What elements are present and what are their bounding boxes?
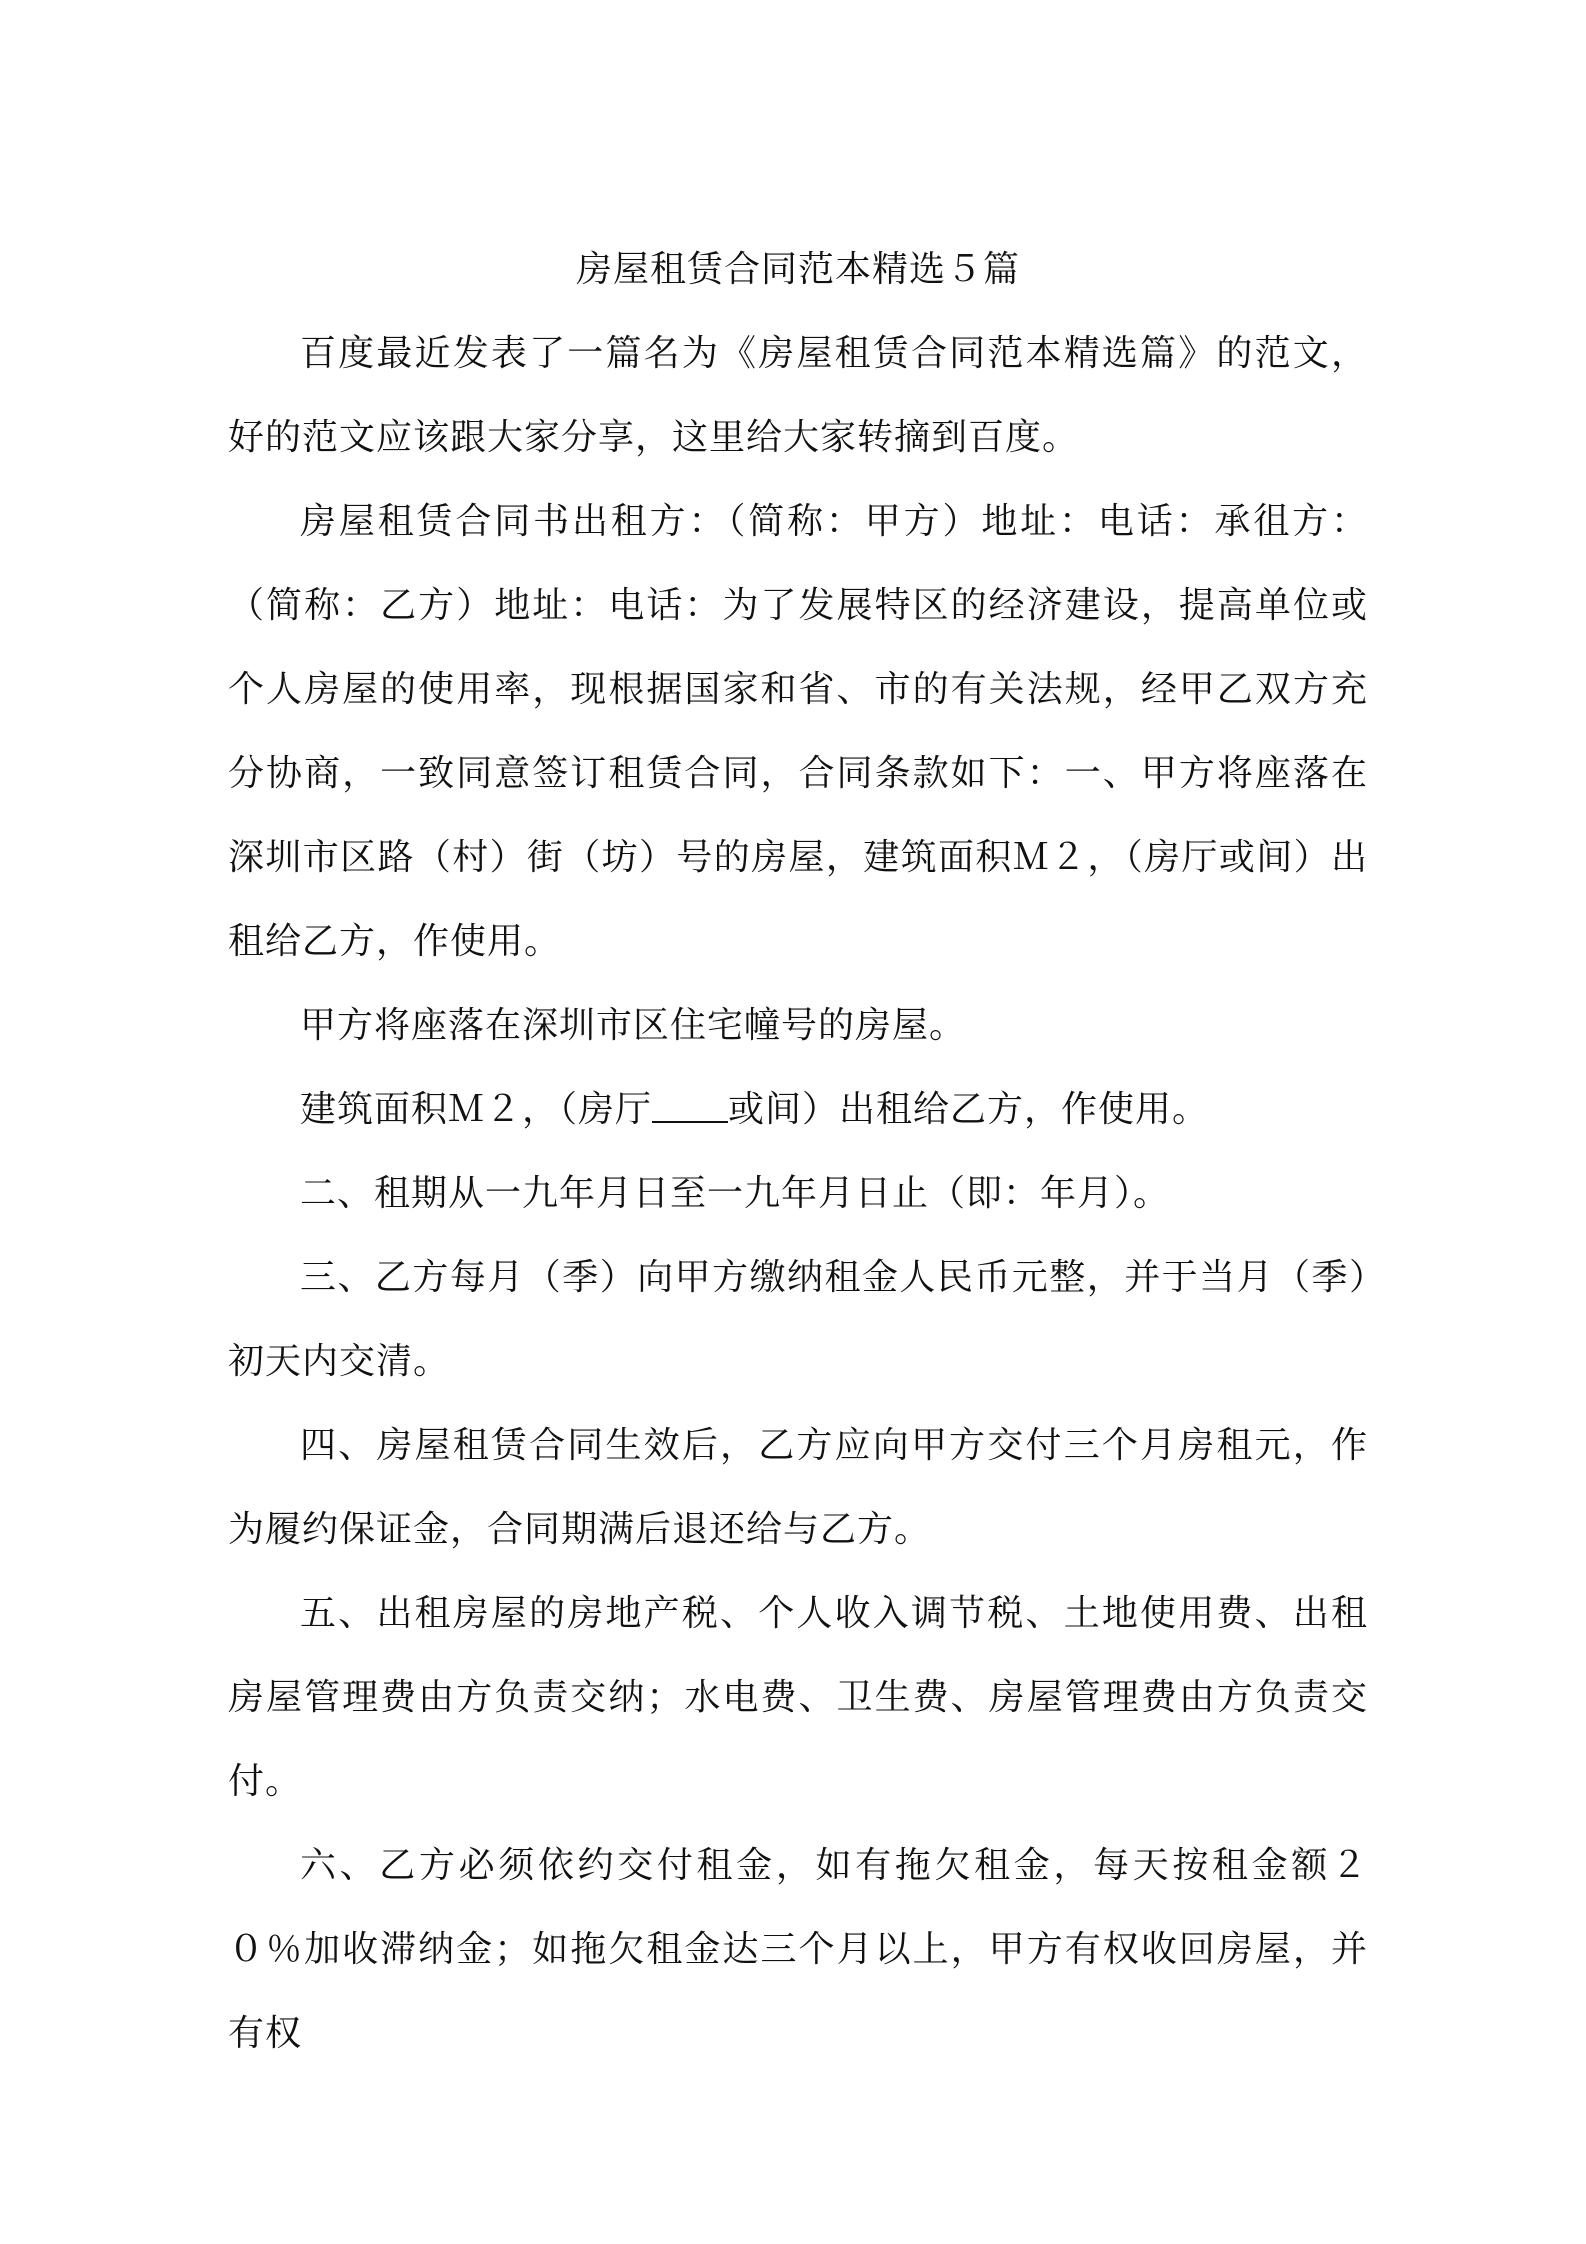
contract-paragraph-area — [228, 1068, 1368, 1152]
contract-clause-3: 三、乙方每月（季）向甲方缴纳租金人民币元整，并于当月（季）初天内交清。 — [228, 1257, 1368, 1382]
contract-clause-4: 四、房屋租赁合同生效后，乙方应向甲方交付三个月房租元，作为履约保证金，合同期满后退还给与乙方。 — [228, 1425, 1368, 1550]
area-text-after: 或间）出租给乙方，作使用。 — [728, 1089, 1210, 1130]
contract-clause-6: 六、乙方必须依约交付租金，如有拖欠租金，每天按租金额２０％加收滞纳金；如拖欠租金达三个月以上，甲方有权收回房屋，并有权 — [228, 1845, 1368, 2054]
fill-in-blank — [652, 1091, 728, 1123]
intro-paragraph: 百度最近发表了一篇名为《房屋租赁合同范本精选篇》的范文，好的范文应该跟大家分享，这里给大家转摘到百度。 — [228, 333, 1368, 458]
area-text-before: 建筑面积Ｍ２，（房厅 — [300, 1089, 653, 1130]
contract-clause-2: 二、租期从一九年月日至一九年月日止（即：年月）。 — [300, 1173, 1171, 1214]
document-title: 房屋租赁合同范本精选５篇 — [575, 249, 1020, 290]
contract-clause-5: 五、出租房屋的房地产税、个人收入调节税、土地使用费、出租房屋管理费由方负责交纳；水电费、卫生费、房屋管理费由方负责交付。 — [228, 1593, 1368, 1802]
document-body — [228, 228, 1368, 2076]
contract-paragraph-parties: 房屋租赁合同书出租方：（简称：甲方）地址：电话：承徂方：（简称：乙方）地址：电话：为了发展特区的经济建设，提高单位或个人房屋的使用率，现根据国家和省、市的有关法规，经甲乙双方充分协商，一致同意签订租赁合同，合同条款如下：一、甲方将座落在深圳市区路（村）街（坊）号的房屋，建筑面积Ｍ２，（房厅或间）出租给乙方，作使用。 — [228, 501, 1368, 962]
contract-paragraph-location: 甲方将座落在深圳市区住宅幢号的房屋。 — [300, 1005, 967, 1046]
